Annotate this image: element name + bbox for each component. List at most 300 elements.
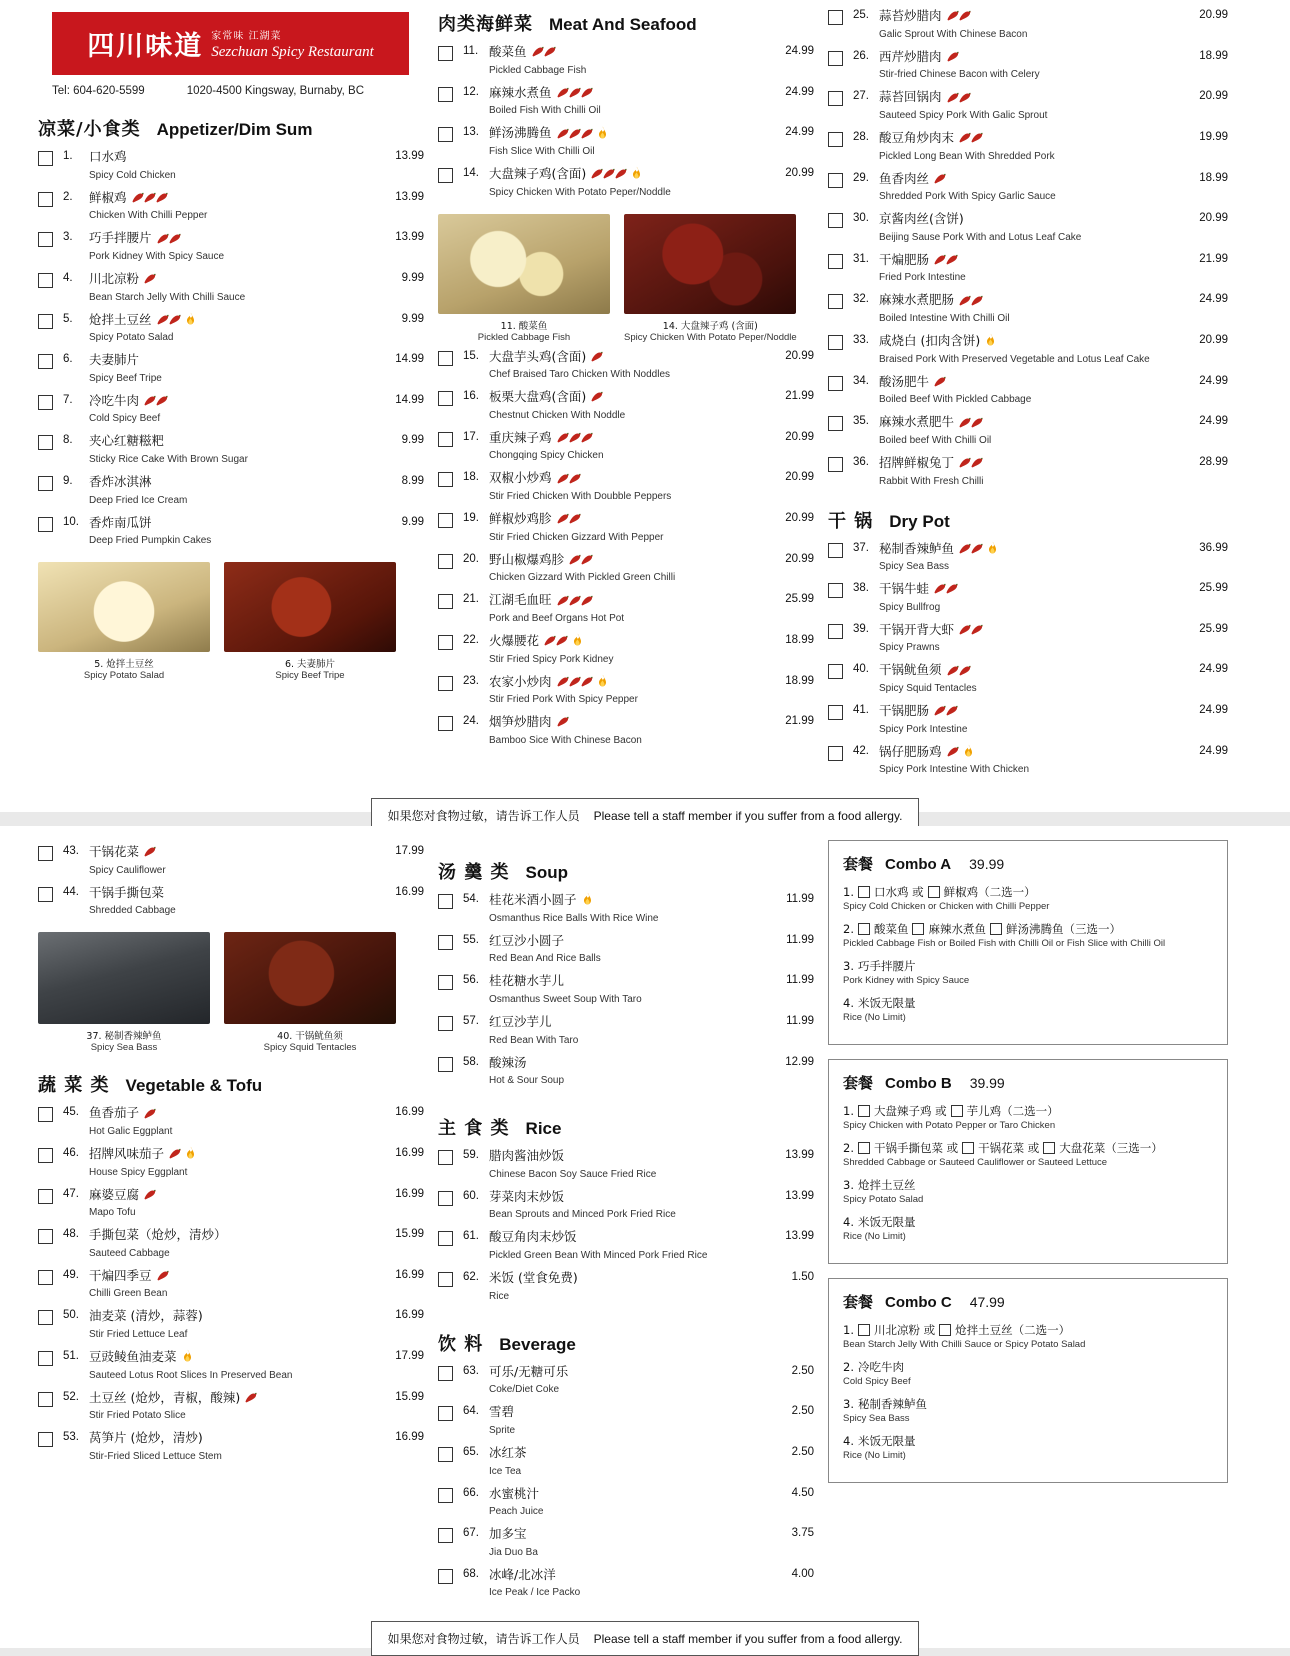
section-title-cn: 主 食 类 [438,1118,510,1140]
item-checkbox[interactable] [828,376,843,391]
item-price: 11.99 [786,1014,814,1027]
menu-item[interactable] [38,1187,424,1221]
menu-item[interactable] [828,171,1228,205]
combo-option-cn: 干锅花菜 或 [978,1141,1040,1155]
item-checkbox[interactable] [438,1272,453,1287]
item-name-en: Sauteed Cabbage [89,1247,170,1259]
item-name-cn: 米饭 (堂食免费) [489,1270,578,1285]
menu-item[interactable] [828,8,1228,42]
item-checkbox[interactable] [828,746,843,761]
combo-option-checkbox[interactable] [858,1324,870,1336]
menu-item[interactable] [38,1430,424,1464]
item-checkbox[interactable] [438,351,453,366]
menu-item[interactable] [38,1268,424,1302]
spice-level [157,233,180,244]
item-names [89,312,376,346]
item-checkbox[interactable] [438,935,453,950]
item-checkbox[interactable] [438,894,453,909]
combo-option-checkbox[interactable] [858,1142,870,1154]
menu-item[interactable] [38,1146,424,1180]
menu-item[interactable] [38,1390,424,1424]
item-name-en: Osmanthus Sweet Soup With Taro [489,993,642,1005]
section-title-cn: 汤 羹 类 [438,862,510,883]
menu-item[interactable] [828,703,1228,737]
menu-item[interactable] [438,125,814,159]
item-price: 16.99 [395,885,424,898]
chili-pepper-icon [144,1108,155,1119]
combo-line [843,1359,1213,1387]
combo-option-checkbox[interactable] [951,1105,963,1117]
menu-item[interactable] [38,885,424,919]
item-checkbox[interactable] [38,1310,53,1325]
menu-item[interactable] [438,714,814,748]
item-checkbox[interactable] [438,975,453,990]
item-names [879,744,1180,778]
menu-item[interactable] [438,511,814,545]
chili-pepper-icon [959,10,970,21]
item-checkbox[interactable] [438,1406,453,1421]
item-checkbox[interactable] [438,391,453,406]
combo-line-number: 1. [843,1104,854,1118]
chili-pepper-icon [591,351,602,362]
item-checkbox[interactable] [828,91,843,106]
menu-item[interactable] [38,312,424,346]
item-checkbox[interactable] [438,432,453,447]
menu-item[interactable] [828,622,1228,656]
chili-pepper-icon [169,233,180,244]
menu-item[interactable] [438,85,814,119]
combo-line [843,1140,1213,1168]
item-checkbox[interactable] [438,1191,453,1206]
item-name-cn: 手撕包菜（炝炒，清炒） [89,1227,227,1243]
item-checkbox[interactable] [38,1148,53,1163]
item-checkbox[interactable] [38,1432,53,1447]
item-checkbox[interactable] [438,554,453,569]
item-checkbox[interactable] [38,435,53,450]
item-checkbox[interactable] [828,624,843,639]
menu-item[interactable] [438,1014,814,1048]
item-checkbox[interactable] [38,517,53,532]
chili-pepper-icon [569,432,580,443]
chili-pepper-icon [959,295,970,306]
combo-option-cn: 干锅手撕包菜 或 [873,1141,959,1155]
item-price: 17.99 [395,845,424,857]
photo-caption-cn: 5. 炝拌土豆丝 [94,659,154,671]
menu-item[interactable] [38,230,424,264]
hot-flame-icon [597,674,608,689]
chili-pepper-icon [245,1392,256,1403]
menu-item[interactable] [828,541,1228,575]
item-name-en: Spicy Squid Tentacles [879,683,977,694]
spice-level [947,10,970,21]
menu-item[interactable] [38,433,424,467]
phone-number: Tel: 604-620-5599 [52,85,145,97]
item-name-en: Sticky Rice Cake With Brown Sugar [89,454,248,465]
item-name-en: Stir-fried Chinese Bacon with Celery [879,69,1040,81]
item-price: 8.99 [401,475,424,487]
menu-item[interactable] [438,1364,814,1398]
item-name-cn: 鲜汤沸腾鱼 [489,125,766,141]
item-checkbox[interactable] [38,1229,53,1244]
item-number: 24. [463,715,479,728]
menu-item[interactable] [828,581,1228,615]
item-names [89,190,376,224]
menu-item[interactable] [438,552,814,586]
menu-item[interactable] [438,1526,814,1560]
item-checkbox[interactable] [828,10,843,25]
allergy-notice [371,1621,920,1656]
item-names [879,333,1180,367]
item-checkbox[interactable] [438,1016,453,1031]
item-names [89,433,376,467]
combo-option-checkbox[interactable] [1043,1142,1055,1154]
spice-level [591,391,602,402]
item-names [489,1014,766,1048]
combo-option-cn: 秘制香辣鲈鱼 [857,1397,927,1411]
item-number: 15. [463,349,479,362]
item-price: 20.99 [1199,212,1228,225]
item-number: 29. [853,171,869,184]
item-number: 44. [63,885,79,898]
item-price: 21.99 [785,390,814,403]
item-checkbox[interactable] [828,51,843,66]
chili-pepper-icon [581,676,592,687]
combo-line [843,1433,1213,1461]
dish-photo-item [224,932,396,1053]
item-price: 13.99 [395,231,424,244]
item-names [879,171,1180,205]
column-soup-rice-beverage [438,826,828,1607]
menu-item[interactable] [38,1227,424,1261]
item-number: 28. [853,130,869,143]
menu-item[interactable] [438,1404,814,1438]
item-names [89,1268,376,1302]
item-checkbox[interactable] [38,1189,53,1204]
item-checkbox[interactable] [38,1351,53,1366]
item-names [89,844,376,878]
item-checkbox[interactable] [438,716,453,731]
spice-level [934,376,945,387]
item-number: 21. [463,593,479,606]
item-names [89,230,376,264]
item-checkbox[interactable] [438,1150,453,1165]
combo-line-cn [843,1433,1213,1449]
menu-item[interactable] [438,1189,814,1223]
item-number: 30. [853,212,869,225]
menu-item[interactable] [38,515,424,549]
item-name-en: Pickled Cabbage Fish [489,64,587,76]
item-checkbox[interactable] [38,151,53,166]
item-name-cn: 豆豉鲮鱼油麦菜 [89,1349,376,1365]
combo-option-checkbox[interactable] [990,923,1002,935]
menu-item[interactable] [438,470,814,504]
item-names [489,389,766,423]
item-name-cn: 油麦菜 (清炒，蒜蓉) [89,1308,203,1324]
item-number: 19. [463,512,479,524]
item-checkbox[interactable] [438,87,453,102]
item-checkbox[interactable] [828,294,843,309]
combo-option-checkbox[interactable] [912,923,924,935]
menu-item[interactable] [828,374,1228,408]
item-names [489,349,766,383]
spice-level [947,665,970,676]
item-names [89,1349,376,1383]
item-checkbox[interactable] [38,887,53,902]
menu-item[interactable] [438,933,814,967]
item-checkbox[interactable] [38,192,53,207]
menu-item[interactable] [438,1055,814,1089]
item-checkbox[interactable] [828,705,843,720]
address: 1020-4500 Kingsway, Burnaby, BC [186,85,365,97]
item-number: 58. [463,1055,479,1068]
item-checkbox[interactable] [38,1107,53,1122]
menu-item[interactable] [438,892,814,926]
item-checkbox[interactable] [438,1231,453,1246]
item-price: 2.50 [791,1405,814,1418]
menu-item[interactable] [38,149,424,183]
combo-title-cn: 套餐 [843,1074,874,1092]
photo-row-appetizer [38,562,424,681]
menu-item[interactable] [828,744,1228,778]
menu-item[interactable] [828,292,1228,326]
menu-item[interactable] [438,430,814,464]
item-number: 68. [463,1567,479,1580]
spice-level [959,543,982,554]
chili-pepper-icon [971,457,982,468]
combo-option-checkbox[interactable] [962,1142,974,1154]
item-number: 66. [463,1486,479,1499]
item-name-en: Stir Fried Potato Slice [89,1410,186,1422]
chili-pepper-icon [934,376,945,387]
item-name-cn: 加多宝 [489,1526,527,1542]
chili-pepper-icon [581,128,592,139]
chili-pepper-icon [557,128,568,139]
item-checkbox[interactable] [438,46,453,61]
item-checkbox[interactable] [828,254,843,269]
combo-option-cn: 炝拌土豆丝（二选一） [955,1323,1071,1337]
item-name-en: Chinese Bacon Soy Sauce Fried Rice [489,1168,657,1180]
item-checkbox[interactable] [38,395,53,410]
item-number: 22. [463,633,479,646]
item-name-cn: 板栗大盘鸡(含面) [489,389,766,405]
item-checkbox[interactable] [828,416,843,431]
item-number: 23. [463,674,479,687]
combo-line-number: 2. [843,1360,854,1374]
menu-item[interactable] [438,349,814,383]
combo-box[interactable] [828,1059,1228,1264]
combo-line-number: 3. [843,959,854,973]
item-number: 16. [463,390,479,403]
combo-line-number: 1. [843,885,854,899]
item-number: 50. [63,1309,79,1322]
section-title-en: Appetizer/Dim Sum [156,120,313,139]
item-price: 14.99 [395,353,424,366]
chili-pepper-icon [934,705,945,716]
item-name-cn: 干锅牛蛙 [879,581,1180,597]
item-price: 20.99 [785,430,814,443]
item-checkbox[interactable] [38,314,53,329]
menu-item[interactable] [38,1308,424,1342]
item-checkbox[interactable] [38,354,53,369]
item-checkbox[interactable] [438,472,453,487]
item-name-en: Boiled beef With Chilli Oil [879,434,992,446]
item-name-en: Rabbit With Fresh Chilli [879,475,984,487]
item-checkbox[interactable] [438,168,453,183]
item-number: 59. [463,1149,479,1162]
chili-pepper-icon [144,192,155,203]
item-number: 57. [463,1014,479,1027]
combo-option-cn: 大盘花菜（三选一） [1059,1141,1163,1155]
menu-item[interactable] [38,271,424,305]
combo-title-en: Combo A [885,856,952,873]
combo-line-en: Rice (No Limit) [843,1450,906,1461]
item-number: 18. [463,471,479,484]
menu-item[interactable] [438,1567,814,1601]
menu-item[interactable] [438,973,814,1007]
combo-option-checkbox[interactable] [939,1324,951,1336]
item-name-en: Spicy Cold Chicken [89,169,176,181]
item-checkbox[interactable] [828,132,843,147]
combo-option-checkbox[interactable] [858,886,870,898]
combo-box[interactable] [828,1278,1228,1483]
menu-item[interactable] [438,1445,814,1479]
item-number: 8. [63,434,73,447]
chili-pepper-icon [581,554,592,565]
item-number: 12. [463,85,479,98]
menu-item[interactable] [438,674,814,708]
menu-item[interactable] [828,89,1228,123]
combo-line [843,1103,1213,1131]
combo-line-cn [843,1359,1213,1375]
item-checkbox[interactable] [438,1366,453,1381]
item-checkbox[interactable] [828,213,843,228]
item-number: 7. [63,393,73,406]
spice-level [959,295,982,306]
menu-item[interactable] [438,633,814,667]
chili-pepper-icon [557,513,568,524]
item-name-cn: 烟笋炒腊肉 [489,714,766,730]
item-price: 24.99 [1199,704,1228,716]
menu-item[interactable] [438,44,814,78]
menu-item[interactable] [828,414,1228,448]
menu-item[interactable] [38,393,424,427]
combo-box[interactable] [828,840,1228,1045]
menu-item[interactable] [828,49,1228,83]
combo-line-cn [843,1103,1213,1119]
item-name-en: Shredded Cabbage [89,905,176,917]
section-title-en: Dry Pot [889,511,950,531]
menu-item[interactable] [828,662,1228,696]
chili-pepper-icon [971,624,982,635]
spice-level [544,635,567,646]
menu-item[interactable] [828,211,1228,245]
menu-list-drypot-continued [38,844,424,918]
item-checkbox[interactable] [438,676,453,691]
combo-line-number: 2. [843,922,854,936]
menu-item[interactable] [438,1486,814,1520]
spice-level [557,128,592,139]
item-checkbox[interactable] [438,594,453,609]
item-price: 16.99 [395,1187,424,1200]
combo-option-checkbox[interactable] [858,923,870,935]
item-checkbox[interactable] [438,1057,453,1072]
photo-caption-cn: 37. 秘制香辣鲈鱼 [86,1031,162,1043]
menu-item[interactable] [438,1229,814,1263]
item-price: 19.99 [1199,130,1228,143]
item-name-en: Pork Kidney With Spicy Sauce [89,250,225,262]
section-title-cn: 凉菜/小食类 [38,119,141,140]
item-names [489,44,766,78]
item-price: 4.00 [791,1567,814,1580]
item-price: 24.99 [785,45,814,57]
item-checkbox[interactable] [38,476,53,491]
combo-option-checkbox[interactable] [858,1105,870,1117]
item-checkbox[interactable] [438,1488,453,1503]
photo-caption-en: Spicy Sea Bass [90,1042,158,1054]
item-checkbox[interactable] [38,1270,53,1285]
item-name-en: Boiled Intestine With Chilli Oil [879,313,1010,324]
item-checkbox[interactable] [828,543,843,558]
section-header-appetizer [38,115,424,141]
menu-item[interactable] [828,252,1228,286]
item-checkbox[interactable] [438,513,453,528]
item-checkbox[interactable] [38,232,53,247]
item-checkbox[interactable] [438,1528,453,1543]
item-checkbox[interactable] [438,635,453,650]
menu-item[interactable] [438,592,814,626]
menu-item[interactable] [438,389,814,423]
menu-item[interactable] [438,1270,814,1304]
item-checkbox[interactable] [438,1569,453,1584]
item-checkbox[interactable] [828,583,843,598]
item-checkbox[interactable] [38,273,53,288]
item-name-cn: 锅仔肥肠鸡 [879,744,1180,760]
item-names [489,1364,766,1398]
dish-photo-item [624,214,797,343]
combo-option-checkbox[interactable] [928,886,940,898]
menu-item[interactable] [38,1349,424,1383]
item-price: 28.99 [1199,455,1228,468]
item-checkbox[interactable] [828,173,843,188]
chili-pepper-icon [557,676,568,687]
item-checkbox[interactable] [828,457,843,472]
item-number: 55. [463,933,479,946]
item-checkbox[interactable] [438,1447,453,1462]
combo-line-cn [843,1140,1213,1156]
menu-item[interactable] [38,190,424,224]
spice-level [532,46,555,57]
menu-item[interactable] [38,474,424,508]
item-checkbox[interactable] [828,335,843,350]
menu-item[interactable] [38,844,424,878]
item-names [489,892,766,926]
item-checkbox[interactable] [38,1392,53,1407]
menu-item[interactable] [438,1148,814,1182]
hot-flame-icon [963,744,974,759]
menu-item[interactable] [828,455,1228,489]
item-checkbox[interactable] [828,664,843,679]
item-checkbox[interactable] [38,846,53,861]
menu-item[interactable] [38,1105,424,1139]
menu-item[interactable] [828,130,1228,164]
item-checkbox[interactable] [438,127,453,142]
chili-pepper-icon [169,1148,180,1159]
menu-item[interactable] [828,333,1228,367]
menu-item[interactable] [438,166,814,200]
item-name-en: Rice [489,1290,510,1302]
item-name-en: Jia Duo Ba [489,1546,538,1558]
menu-item[interactable] [38,352,424,386]
